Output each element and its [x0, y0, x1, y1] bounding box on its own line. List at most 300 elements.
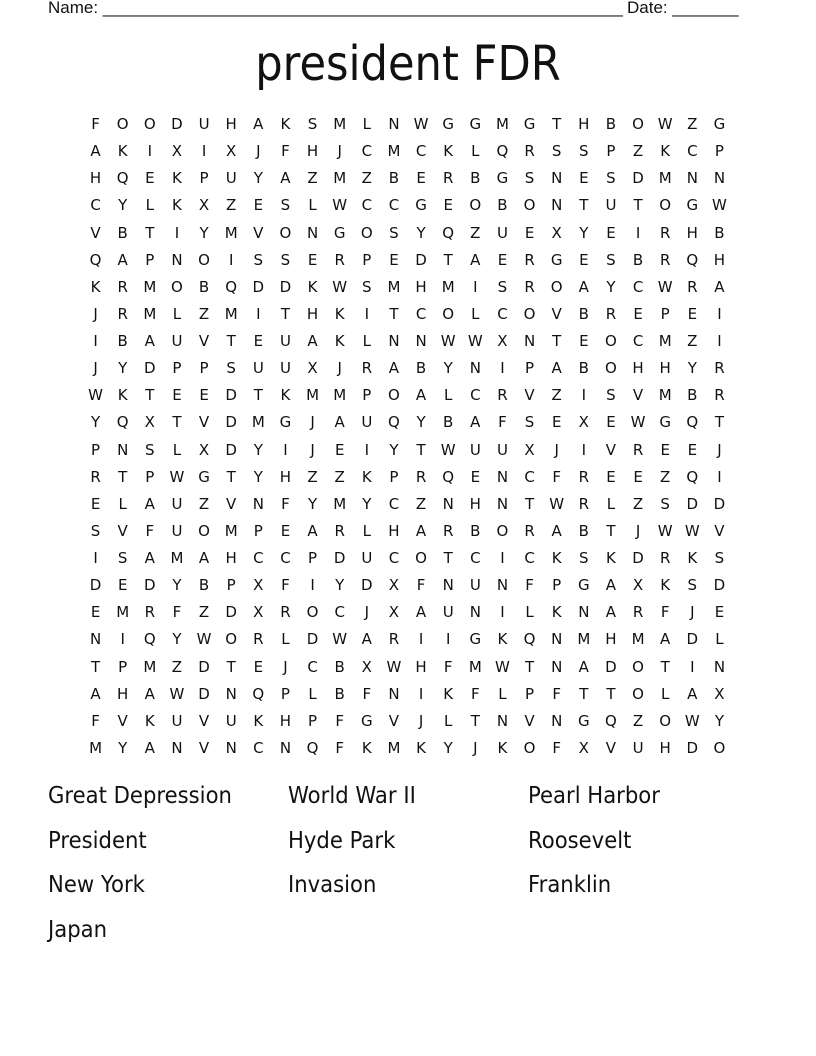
grid-letter: I: [473, 277, 478, 296]
grid-letter: X: [198, 440, 210, 459]
grid-letter: K: [253, 711, 264, 730]
grid-letter: D: [144, 359, 156, 378]
grid-letter: K: [361, 467, 372, 486]
grid-letter: D: [713, 576, 726, 595]
grid-letter: A: [470, 250, 481, 269]
grid-letter: I: [500, 603, 505, 622]
grid-letter: D: [713, 494, 726, 513]
grid-letter: C: [253, 738, 264, 757]
grid-letter: Z: [361, 169, 372, 188]
grid-letter: J: [93, 304, 98, 323]
grid-letter: N: [551, 657, 563, 676]
grid-letter: G: [578, 711, 590, 730]
grid-letter: O: [632, 657, 644, 676]
grid-letter: N: [388, 115, 400, 133]
grid-letter: G: [469, 115, 482, 133]
grid-letter: X: [307, 359, 318, 378]
grid-letter: U: [496, 440, 508, 459]
grid-letter: X: [714, 684, 725, 703]
grid-letter: U: [171, 711, 183, 730]
grid-letter: V: [714, 521, 725, 540]
grid-letter: S: [389, 223, 399, 242]
grid-letter: A: [361, 630, 372, 649]
grid-letter: A: [307, 521, 318, 540]
grid-letter: Y: [118, 359, 128, 378]
grid-letter: W: [657, 277, 673, 296]
grid-letter: S: [606, 386, 616, 405]
grid-letter: S: [579, 549, 589, 567]
grid-letter: D: [198, 684, 210, 703]
grid-letter: A: [578, 657, 589, 676]
grid-letter: Y: [416, 413, 426, 432]
grid-letter: D: [632, 169, 644, 188]
grid-letter: Q: [143, 630, 156, 649]
grid-letter: N: [442, 494, 454, 513]
grid-letter: U: [361, 549, 373, 567]
grid-letter: Y: [579, 223, 589, 242]
grid-letter: C: [361, 142, 373, 161]
grid-letter: N: [388, 684, 400, 703]
grid-letter: M: [224, 521, 238, 540]
grid-letter: T: [90, 657, 101, 676]
grid-letter: X: [632, 576, 644, 595]
grid-letter: N: [551, 169, 563, 188]
grid-letter: D: [225, 603, 237, 622]
grid-letter: E: [443, 196, 453, 215]
grid-letter: F: [525, 576, 534, 595]
grid-letter: R: [90, 467, 101, 486]
word-list-item: President: [48, 827, 147, 854]
grid-letter: T: [226, 467, 236, 486]
grid-letter: K: [687, 549, 698, 567]
grid-letter: W: [440, 332, 456, 350]
grid-letter: W: [684, 521, 700, 540]
grid-letter: V: [632, 386, 644, 405]
grid-letter: T: [280, 304, 291, 323]
grid-letter: H: [225, 115, 237, 133]
grid-letter: D: [279, 277, 292, 296]
grid-letter: L: [308, 196, 317, 215]
grid-letter: O: [659, 196, 672, 215]
grid-letter: Y: [118, 738, 128, 757]
grid-letter: E: [389, 250, 399, 269]
grid-letter: Q: [388, 413, 400, 432]
grid-letter: B: [415, 359, 427, 378]
grid-letter: U: [632, 738, 644, 757]
grid-letter: E: [551, 413, 562, 432]
grid-letter: E: [199, 386, 209, 405]
grid-letter: D: [225, 440, 237, 459]
grid-letter: Y: [362, 494, 372, 513]
grid-letter: T: [606, 521, 616, 540]
word-list-item: Invasion: [288, 872, 377, 898]
grid-letter: P: [308, 711, 318, 730]
grid-letter: M: [387, 738, 401, 757]
grid-letter: Z: [660, 467, 671, 486]
grid-letter: R: [497, 386, 508, 405]
grid-letter: A: [578, 277, 589, 296]
grid-letter: R: [714, 359, 725, 378]
grid-letter: L: [145, 196, 154, 215]
grid-letter: T: [389, 304, 399, 323]
grid-letter: F: [335, 738, 344, 757]
grid-letter: S: [524, 169, 535, 188]
grid-letter: U: [361, 413, 373, 432]
grid-letter: C: [470, 386, 481, 405]
grid-letter: Z: [632, 494, 644, 513]
grid-letter: H: [279, 467, 292, 486]
word-list-item: Pearl Harbor: [528, 783, 660, 809]
grid-letter: Q: [442, 223, 455, 242]
grid-letter: M: [143, 277, 157, 296]
grid-letter: N: [551, 196, 563, 215]
grid-letter: O: [523, 304, 536, 323]
grid-letter: P: [91, 440, 101, 459]
grid-letter: R: [659, 549, 671, 567]
grid-letter: B: [497, 196, 508, 215]
grid-letter: Z: [307, 169, 318, 188]
grid-letter: J: [635, 521, 641, 540]
grid-letter: M: [224, 304, 238, 323]
grid-letter: J: [690, 603, 695, 622]
grid-letter: U: [171, 521, 183, 540]
grid-letter: O: [713, 738, 726, 757]
grid-letter: D: [225, 386, 237, 405]
grid-letter: K: [551, 603, 562, 622]
grid-letter: A: [605, 576, 617, 595]
grid-letter: H: [117, 684, 129, 703]
grid-letter: B: [578, 521, 589, 540]
grid-letter: T: [579, 196, 589, 215]
grid-letter: O: [469, 196, 482, 215]
grid-letter: E: [90, 494, 101, 513]
grid-letter: A: [307, 332, 318, 350]
grid-letter: C: [632, 332, 644, 350]
grid-letter: T: [606, 684, 616, 703]
grid-letter: E: [145, 169, 155, 188]
grid-letter: N: [306, 223, 319, 242]
grid-letter: E: [606, 467, 616, 486]
grid-letter: S: [226, 359, 236, 378]
grid-letter: Y: [253, 467, 263, 486]
word-search-grid: [82, 113, 733, 764]
grid-letter: P: [172, 359, 182, 378]
grid-letter: J: [337, 142, 342, 161]
grid-letter: I: [418, 684, 424, 703]
grid-letter: S: [606, 169, 616, 188]
grid-letter: N: [496, 494, 509, 513]
grid-letter: E: [117, 576, 128, 595]
word-list-item: Hyde Park: [288, 827, 396, 854]
grid-letter: G: [659, 413, 671, 432]
grid-letter: D: [605, 657, 617, 676]
grid-letter: D: [89, 576, 102, 595]
grid-letter: E: [307, 250, 318, 269]
grid-letter: G: [333, 223, 346, 242]
grid-letter: Q: [116, 413, 129, 432]
grid-letter: I: [120, 630, 125, 649]
grid-letter: V: [388, 711, 400, 730]
grid-letter: K: [172, 169, 182, 188]
grid-letter: D: [171, 115, 183, 133]
grid-letter: V: [198, 332, 210, 350]
grid-letter: S: [307, 115, 318, 133]
grid-letter: B: [470, 169, 481, 188]
grid-letter: U: [469, 440, 481, 459]
grid-letter: J: [554, 440, 559, 459]
grid-letter: M: [306, 386, 320, 405]
grid-letter: E: [606, 223, 616, 242]
grid-letter: D: [415, 250, 427, 269]
grid-letter: N: [225, 684, 237, 703]
grid-letter: G: [198, 467, 210, 486]
grid-letter: I: [690, 657, 695, 676]
grid-letter: Q: [306, 738, 319, 757]
grid-letter: E: [253, 332, 264, 350]
grid-letter: E: [470, 467, 481, 486]
grid-letter: M: [224, 223, 238, 242]
grid-letter: X: [253, 576, 264, 595]
grid-letter: J: [473, 738, 478, 757]
grid-letter: T: [552, 115, 562, 133]
grid-letter: L: [281, 630, 290, 649]
grid-letter: M: [577, 630, 591, 649]
grid-letter: K: [660, 142, 671, 161]
grid-letter: U: [279, 359, 291, 378]
grid-letter: A: [388, 359, 400, 378]
grid-letter: S: [579, 142, 589, 161]
grid-letter: T: [714, 413, 725, 432]
grid-letter: E: [579, 169, 589, 188]
grid-letter: G: [523, 115, 536, 133]
grid-letter: U: [171, 332, 183, 350]
grid-letter: R: [442, 521, 454, 540]
grid-letter: W: [657, 521, 673, 540]
grid-letter: I: [717, 332, 722, 350]
grid-letter: D: [632, 549, 644, 567]
grid-letter: I: [445, 630, 451, 649]
grid-letter: N: [89, 630, 102, 649]
grid-letter: V: [90, 223, 101, 242]
grid-letter: I: [174, 223, 180, 242]
grid-letter: I: [500, 549, 505, 567]
grid-letter: I: [147, 142, 153, 161]
grid-letter: L: [362, 115, 371, 133]
grid-letter: N: [686, 169, 698, 188]
grid-letter: R: [578, 494, 590, 513]
grid-letter: V: [198, 738, 210, 757]
grid-letter: C: [632, 277, 644, 296]
grid-letter: R: [253, 630, 264, 649]
grid-letter: X: [497, 332, 508, 350]
grid-letter: Y: [90, 413, 101, 432]
grid-letter: M: [251, 413, 265, 432]
grid-letter: S: [687, 576, 698, 595]
grid-letter: R: [144, 603, 156, 622]
grid-letter: I: [228, 250, 234, 269]
grid-letter: A: [144, 738, 155, 757]
grid-letter: N: [388, 332, 400, 350]
grid-letter: I: [418, 630, 424, 649]
grid-letter: W: [684, 711, 700, 730]
grid-letter: I: [310, 576, 315, 595]
grid-letter: W: [88, 386, 103, 405]
grid-letter: K: [551, 549, 562, 567]
grid-letter: R: [659, 250, 671, 269]
grid-letter: R: [632, 603, 644, 622]
grid-letter: X: [578, 413, 589, 432]
grid-letter: E: [524, 223, 535, 242]
grid-letter: A: [551, 521, 562, 540]
grid-letter: P: [362, 250, 372, 269]
grid-letter: K: [497, 630, 508, 649]
grid-letter: W: [657, 115, 673, 133]
grid-letter: X: [388, 576, 400, 595]
grid-letter: W: [332, 630, 348, 649]
grid-letter: R: [605, 304, 617, 323]
grid-letter: Z: [307, 467, 318, 486]
grid-letter: W: [169, 467, 185, 486]
grid-letter: O: [632, 684, 644, 703]
grid-letter: R: [714, 386, 725, 405]
grid-letter: D: [306, 630, 319, 649]
grid-letter: E: [687, 304, 698, 323]
grid-letter: S: [280, 250, 291, 269]
grid-letter: U: [442, 603, 454, 622]
grid-letter: B: [578, 304, 589, 323]
grid-letter: N: [442, 576, 454, 595]
grid-letter: J: [337, 359, 342, 378]
grid-letter: P: [606, 142, 616, 161]
grid-letter: E: [497, 250, 508, 269]
grid-letter: M: [333, 115, 347, 133]
grid-letter: X: [226, 142, 237, 161]
grid-letter: Z: [226, 196, 237, 215]
grid-letter: Z: [687, 332, 698, 350]
grid-letter: P: [525, 684, 535, 703]
grid-letter: T: [470, 711, 480, 730]
grid-letter: A: [714, 277, 725, 296]
grid-letter: Q: [686, 250, 699, 269]
grid-letter: C: [415, 304, 427, 323]
grid-letter: Z: [334, 467, 345, 486]
grid-letter: F: [281, 142, 290, 161]
grid-letter: E: [687, 440, 698, 459]
grid-letter: T: [443, 250, 453, 269]
grid-letter: H: [279, 711, 292, 730]
grid-letter: C: [253, 549, 264, 567]
grid-letter: P: [362, 386, 372, 405]
grid-letter: T: [552, 332, 562, 350]
grid-letter: Z: [171, 657, 183, 676]
grid-letter: W: [467, 332, 483, 350]
grid-letter: I: [256, 304, 261, 323]
grid-letter: Z: [415, 494, 427, 513]
grid-letter: F: [416, 576, 426, 595]
grid-letter: R: [334, 521, 345, 540]
grid-letter: N: [713, 169, 726, 188]
grid-letter: M: [143, 304, 157, 323]
grid-letter: G: [496, 169, 509, 188]
grid-letter: W: [332, 277, 348, 296]
grid-letter: X: [361, 657, 372, 676]
grid-letter: A: [90, 142, 101, 161]
grid-letter: T: [633, 196, 643, 215]
grid-letter: L: [661, 684, 670, 703]
grid-letter: N: [171, 738, 183, 757]
grid-letter: M: [387, 142, 401, 161]
grid-letter: N: [469, 603, 481, 622]
grid-letter: K: [90, 277, 101, 296]
grid-letter: M: [658, 332, 672, 350]
grid-letter: Z: [198, 494, 210, 513]
grid-letter: Q: [686, 413, 699, 432]
grid-letter: C: [90, 196, 101, 215]
grid-letter: S: [90, 521, 101, 540]
grid-letter: J: [256, 142, 261, 161]
grid-letter: G: [713, 115, 726, 133]
grid-letter: Y: [172, 630, 182, 649]
grid-letter: L: [525, 603, 534, 622]
grid-letter: N: [523, 332, 536, 350]
grid-letter: E: [633, 304, 643, 323]
grid-letter: R: [524, 250, 535, 269]
grid-letter: B: [334, 684, 345, 703]
grid-letter: S: [524, 413, 535, 432]
grid-letter: L: [362, 332, 371, 350]
grid-letter: M: [333, 494, 347, 513]
grid-letter: S: [280, 196, 291, 215]
grid-letter: V: [524, 386, 535, 405]
grid-letter: C: [470, 549, 481, 567]
grid-letter: D: [333, 549, 346, 567]
grid-letter: D: [361, 576, 373, 595]
grid-letter: M: [143, 657, 157, 676]
grid-letter: K: [280, 115, 291, 133]
grid-letter: R: [388, 630, 400, 649]
grid-letter: S: [551, 142, 562, 161]
grid-letter: R: [524, 142, 535, 161]
grid-letter: H: [578, 115, 590, 133]
grid-letter: R: [442, 169, 454, 188]
grid-letter: Q: [116, 169, 129, 188]
grid-letter: H: [306, 142, 319, 161]
grid-letter: C: [307, 657, 318, 676]
grid-letter: E: [714, 603, 725, 622]
grid-letter: R: [632, 440, 644, 459]
grid-letter: K: [334, 332, 345, 350]
grid-letter: X: [551, 223, 562, 242]
grid-letter: O: [116, 115, 129, 133]
grid-letter: N: [252, 494, 264, 513]
grid-letter: W: [495, 657, 510, 676]
grid-letter: K: [172, 196, 182, 215]
grid-letter: F: [281, 494, 290, 513]
grid-letter: X: [198, 196, 210, 215]
grid-letter: H: [686, 223, 698, 242]
grid-letter: B: [605, 115, 617, 133]
grid-letter: T: [172, 413, 182, 432]
grid-letter: O: [523, 196, 536, 215]
grid-letter: G: [415, 196, 427, 215]
grid-letter: Y: [118, 196, 128, 215]
grid-letter: E: [416, 169, 426, 188]
grid-letter: N: [496, 711, 509, 730]
grid-letter: S: [660, 494, 670, 513]
grid-letter: Q: [252, 684, 265, 703]
grid-letter: D: [252, 277, 265, 296]
grid-letter: J: [364, 603, 370, 622]
